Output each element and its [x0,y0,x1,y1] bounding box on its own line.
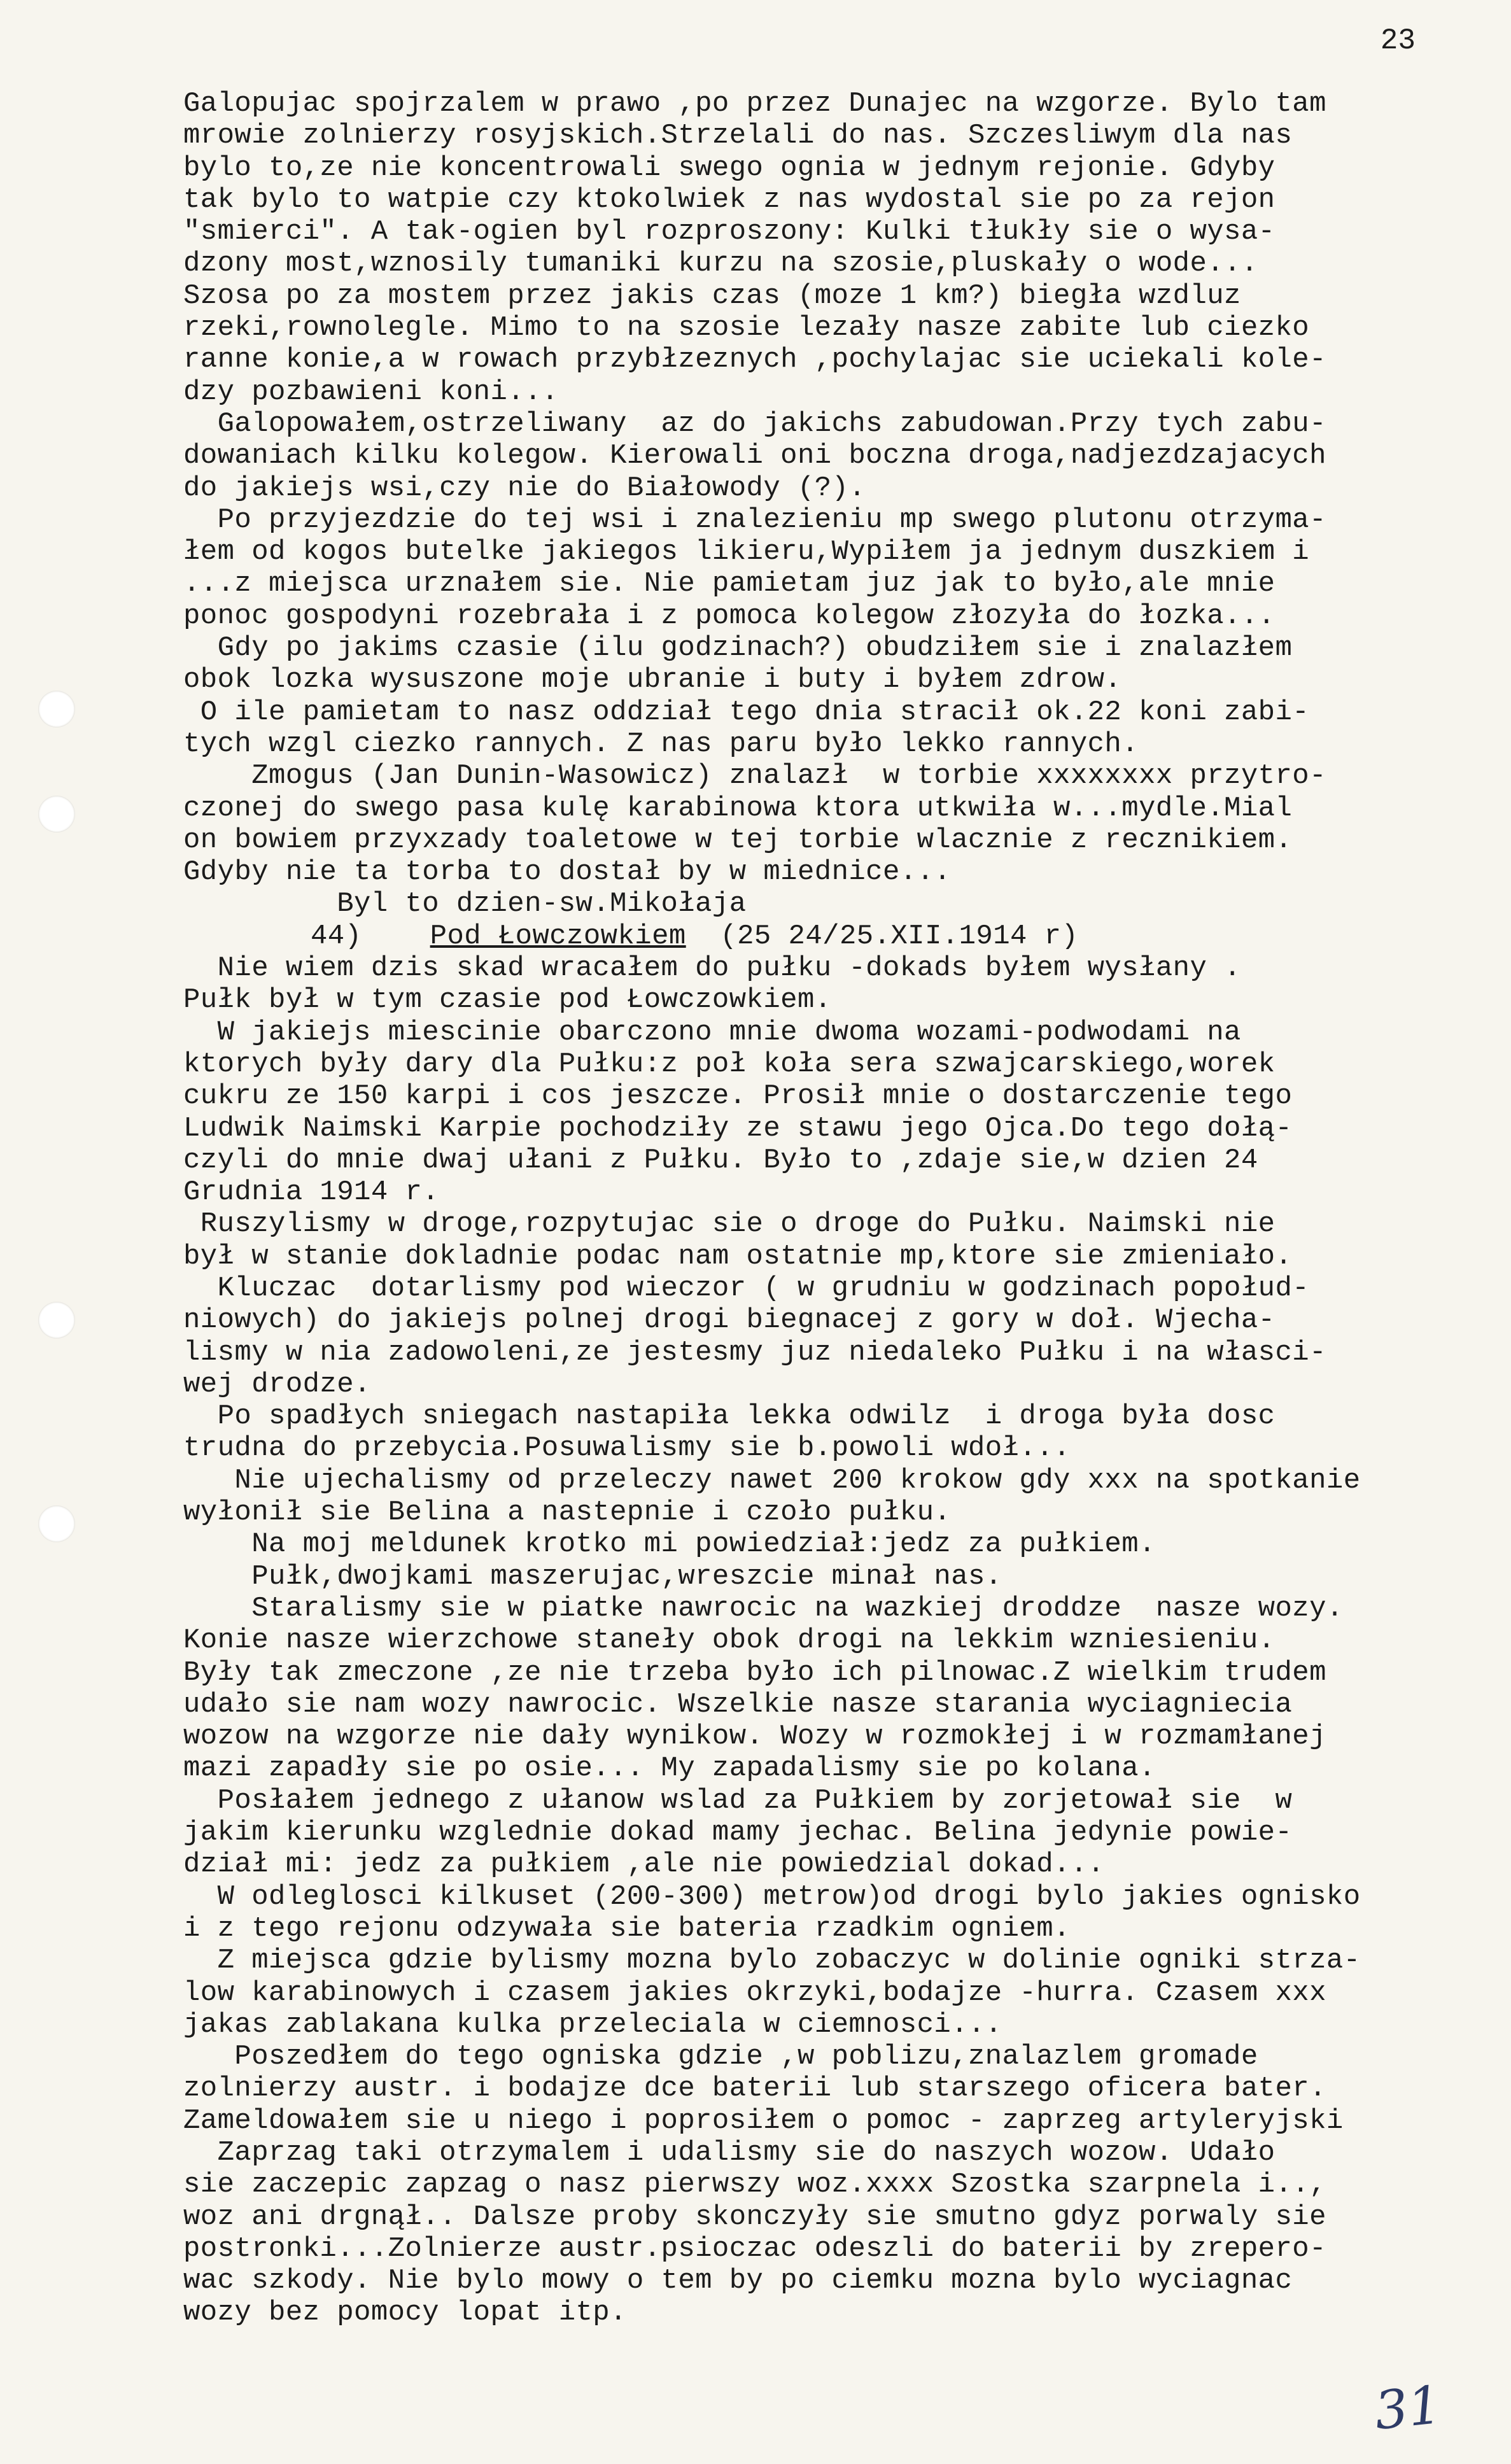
text-line: jakas zablakana kulka przeleciala w ciemnosci... [183,2008,1002,2041]
text-line: O ile pamietam to nasz oddział tego dnia stracił ok.22 koni zabi- [183,696,1310,728]
text-line: Galopujac spojrzalem w prawo ,po przez Dunajec na wzgorze. Bylo tam [183,88,1326,120]
text-line: W jakiejs miescinie obarczono mnie dwoma wozami-podwodami na [183,1016,1241,1048]
text-line: tych wzgl ciezko rannych. Z nas paru było lekko rannych. [183,728,1139,760]
text-line: Były tak zmeczone ,ze nie trzeba było ich pilnowac.Z wielkim trudem [183,1656,1326,1689]
text-line: Galopowałem,ostrzeliwany az do jakichs zabudowan.Przy tych zabu- [183,407,1326,440]
text-line: ranne konie,a w rowach przybłzeznych ,pochylajac sie uciekali kole- [183,344,1326,376]
text-line: wyłonił sie Belina a nastepnie i czoło pułku. [183,1496,952,1529]
text-line: rzeki,rownolegle. Mimo to na szosie lezały nasze zabite lub ciezko [183,312,1310,344]
page-number: 23 [1380,24,1416,57]
text-line: "smierci". A tak-ogien byl rozproszony: Kulki tłukły sie o wysa- [183,216,1276,248]
text-line: Po przyjezdzie do tej wsi i znalezieniu mp swego plutonu otrzyma- [183,503,1326,536]
text-line: dział mi: jedz za pułkiem ,ale nie powiedzial dokad... [183,1848,1105,1881]
text-line: czyli do mnie dwaj ułani z Pułku. Było to ,zdaje sie,w dzien 24 [183,1144,1258,1176]
punch-hole [38,691,75,728]
text-line: jakim kierunku wzglednie dokad mamy jechac. Belina jedynie powie- [183,1817,1293,1849]
text-line: obok lozka wysuszone moje ubranie i buty i byłem zdrow. [183,664,1122,696]
text-line: dzony most,wznosily tumaniki kurzu na szosie,pluskały o wode... [183,248,1258,280]
text-line: czonej do swego pasa kulę karabinowa ktora utkwiła w...mydle.Mial [183,792,1293,824]
text-line: Zameldowałem sie u niego i poprosiłem o pomoc - zaprzeg artyleryjski [183,2104,1344,2137]
text-line: ...z miejsca urznałem sie. Nie pamietam juz jak to było,ale mnie [183,568,1276,600]
section-date: (25 24/25.XII.1914 r) [720,920,1079,952]
text-line: był w stanie dokladnie podac nam ostatnie mp,ktore sie zmieniało. [183,1240,1293,1272]
text-line: wac szkody. Nie bylo mowy o tem by po ciemku mozna bylo wyciagnac [183,2265,1293,2297]
text-after-section [183,952,1501,2329]
text-line: ktorych były dary dla Pułku:z poł koła sera szwajcarskiego,worek [183,1048,1276,1080]
text-line: Zaprzag taki otrzymalem i udalismy sie do naszych wozow. Udało [183,2137,1276,2169]
section-heading [183,920,1501,952]
text-line: udało sie nam wozy nawrocic. Wszelkie nasze starania wyciagniecia [183,1688,1293,1721]
text-line: tak bylo to watpie czy ktokolwiek z nas wydostal sie po za rejon [183,183,1276,216]
text-line: niowych) do jakiejs polnej drogi biegnacej z gory w doł. Wjecha- [183,1304,1276,1337]
text-line: bylo to,ze nie koncentrowali swego ognia w jednym rejonie. Gdyby [183,151,1276,184]
text-line: trudna do przebycia.Posuwalismy sie b.powoli wdoł... [183,1432,1071,1465]
text-line: i z tego rejonu odzywała sie bateria rzadkim ogniem. [183,1912,1071,1945]
text-line: mazi zapadły sie po osie... My zapadalismy sie po kolana. [183,1752,1156,1785]
text-line: Gdyby nie ta torba to dostał by w miednice... [183,856,952,889]
text-line: lismy w nia zadowoleni,ze jestesmy juz niedaleko Pułku i na własci- [183,1336,1326,1369]
text-line: Ruszylismy w droge,rozpytujac sie o droge do Pułku. Naimski nie [183,1208,1276,1241]
text-line: zolnierzy austr. i bodajze dce baterii lub starszego oficera bater. [183,2073,1326,2105]
text-line: łem od kogos butelke jakiegos likieru,Wypiłem ja jednym duszkiem i [183,536,1310,568]
text-line: Nie wiem dzis skad wracałem do pułku -dokads byłem wysłany . [183,952,1241,985]
text-line: Z miejsca gdzie bylismy mozna bylo zobaczyc w dolinie ogniki strza- [183,1945,1361,1977]
text-line: postronki...Zolnierze austr.psioczac odeszli do baterii by zrepero- [183,2232,1326,2265]
body-text [183,88,1501,2329]
text-line: dowaniach kilku kolegow. Kierowali oni boczna droga,nadjezdzajacych [183,440,1326,472]
text-line: Nie ujechalismy od przeleczy nawet 200 krokow gdy xxx na spotkanie [183,1464,1361,1496]
text-line: mrowie zolnierzy rosyjskich.Strzelali do nas. Szczesliwym dla nas [183,120,1293,152]
section-title: Pod Łowczowkiem [430,920,686,952]
handwritten-archive-number: 31 [1371,2374,1444,2442]
text-line: wej drodze. [183,1368,371,1400]
text-line: do jakiejs wsi,czy nie do Białowody (?). [183,472,866,504]
text-line: Grudnia 1914 r. [183,1176,440,1209]
text-line: woz ani drgnął.. Dalsze proby skonczyły sie smutno gdyz porwaly sie [183,2200,1326,2233]
punch-hole [38,1302,75,1339]
text-line: dzy pozbawieni koni... [183,376,559,408]
text-line: wozow na wzgorze nie dały wynikow. Wozy w rozmokłej i w rozmamłanej [183,1721,1326,1753]
text-line: Byl to dzien-sw.Mikołaja [183,888,747,920]
text-line: Kluczac dotarlismy pod wieczor ( w grudniu w godzinach popołud- [183,1272,1310,1304]
text-line: Poszedłem do tego ogniska gdzie ,w poblizu,znalazlem gromade [183,2041,1258,2073]
text-line: Staralismy sie w piatke nawrocic na wazkiej droddze nasze wozy. [183,1592,1344,1624]
text-line: Posłałem jednego z ułanow wslad za Pułkiem by zorjetował sie w [183,1784,1293,1817]
text-line: W odleglosci kilkuset (200-300) metrow)od drogi bylo jakies ognisko [183,1880,1361,1913]
text-line: Szosa po za mostem przez jakis czas (moze 1 km?) biegła wzdluz [183,279,1241,312]
text-line: sie zaczepic zapzag o nasz pierwszy woz.xxxx Szostka szarpnela i.., [183,2169,1326,2201]
text-line: Po spadłych sniegach nastapiła lekka odwilz i droga była dosc [183,1400,1276,1433]
text-line: on bowiem przyxzady toaletowe w tej torbie wlacznie z recznikiem. [183,824,1293,856]
text-line: low karabinowych i czasem jakies okrzyki,bodajze -hurra. Czasem xxx [183,1976,1326,2009]
text-line: Pułk był w tym czasie pod Łowczowkiem. [183,984,832,1017]
text-line: Ludwik Naimski Karpie pochodziły ze stawu jego Ojca.Do tego dołą- [183,1112,1293,1144]
text-line: ponoc gospodyni rozebrała i z pomoca kolegow złozyła do łozka... [183,600,1276,632]
punch-hole [38,796,75,833]
text-line: wozy bez pomocy lopat itp. [183,2297,627,2329]
text-before-section [183,88,1501,920]
punch-hole [38,1505,75,1542]
text-line: Pułk,dwojkami maszerujac,wreszcie minał nas. [183,1560,1002,1593]
text-line: cukru ze 150 karpi i cos jeszcze. Prosił mnie o dostarczenie tego [183,1080,1293,1113]
text-line: Gdy po jakims czasie (ilu godzinach?) obudziłem sie i znalazłem [183,632,1293,665]
section-number: 44) [311,920,362,952]
text-line: Na moj meldunek krotko mi powiedział:jedz za pułkiem. [183,1528,1156,1561]
text-line: Konie nasze wierzchowe staneły obok drogi na lekkim wzniesieniu. [183,1624,1276,1657]
text-line: Zmogus (Jan Dunin-Wasowicz) znalazł w torbie xxxxxxxx przytro- [183,760,1326,792]
